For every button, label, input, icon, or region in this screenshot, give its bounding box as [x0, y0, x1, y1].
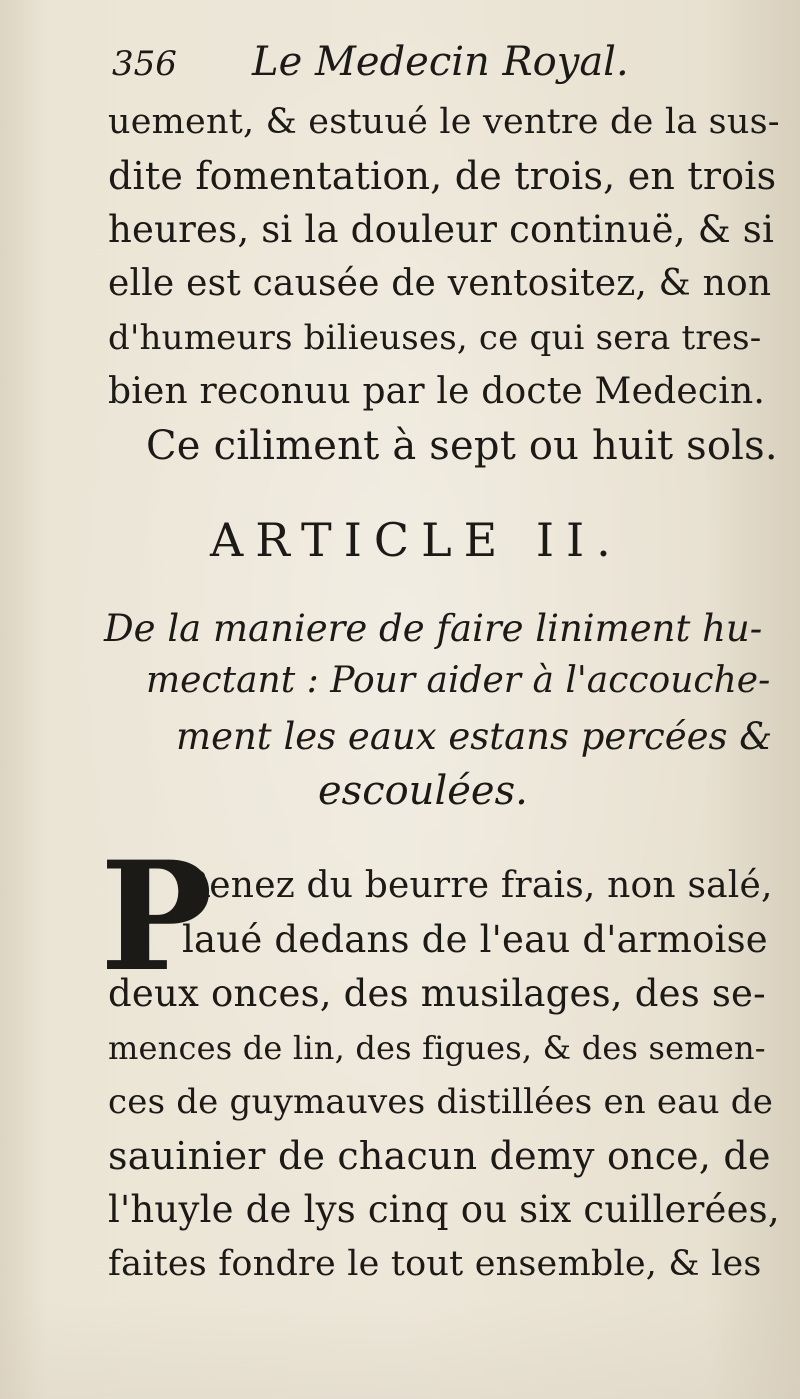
text-line: ces de guymauves distillées en eau de — [108, 1082, 774, 1122]
running-title: Le Medecin Royal. — [252, 39, 629, 85]
text-line: uement, & estuué le ventre de la sus- — [108, 102, 780, 142]
article-subtitle-line: ment les eaux estans percées & — [176, 715, 773, 758]
text-line: d'humeurs bilieuses, ce qui sera tres- — [108, 318, 762, 358]
page-bottom-shade — [0, 1300, 800, 1399]
text-line: deux onces, des musilages, des se- — [108, 972, 766, 1015]
article-heading: ARTICLE II. — [210, 513, 623, 567]
text-line: dite fomentation, de trois, en trois — [108, 154, 777, 198]
text-line: bien reconuu par le docte Medecin. — [108, 371, 765, 412]
article-subtitle-line: mectant : Pour aider à l'accouche- — [146, 660, 771, 701]
text-line: sauinier de chacun demy once, de — [108, 1134, 771, 1178]
article-subtitle-line: De la maniere de faire liniment hu- — [104, 607, 763, 650]
article-subtitle-line: escoulées. — [318, 768, 528, 814]
text-line: heures, si la douleur continuë, & si — [108, 208, 775, 251]
text-line: Renez du beurre frais, non salé, — [182, 865, 773, 906]
text-line: elle est causée de ventositez, & non — [108, 263, 772, 304]
page-header — [112, 38, 712, 88]
text-line: Ce ciliment à sept ou huit sols. — [146, 423, 778, 469]
text-line: l'huyle de lys cinq ou six cuillerées, — [108, 1188, 780, 1231]
text-line: laué dedans de l'eau d'armoise — [182, 918, 768, 961]
drop-cap: P — [100, 829, 213, 1005]
page-number: 356 — [112, 44, 177, 84]
text-line: faites fondre le tout ensemble, & les — [108, 1244, 762, 1284]
text-line: mences de lin, des figues, & des semen- — [108, 1029, 766, 1067]
